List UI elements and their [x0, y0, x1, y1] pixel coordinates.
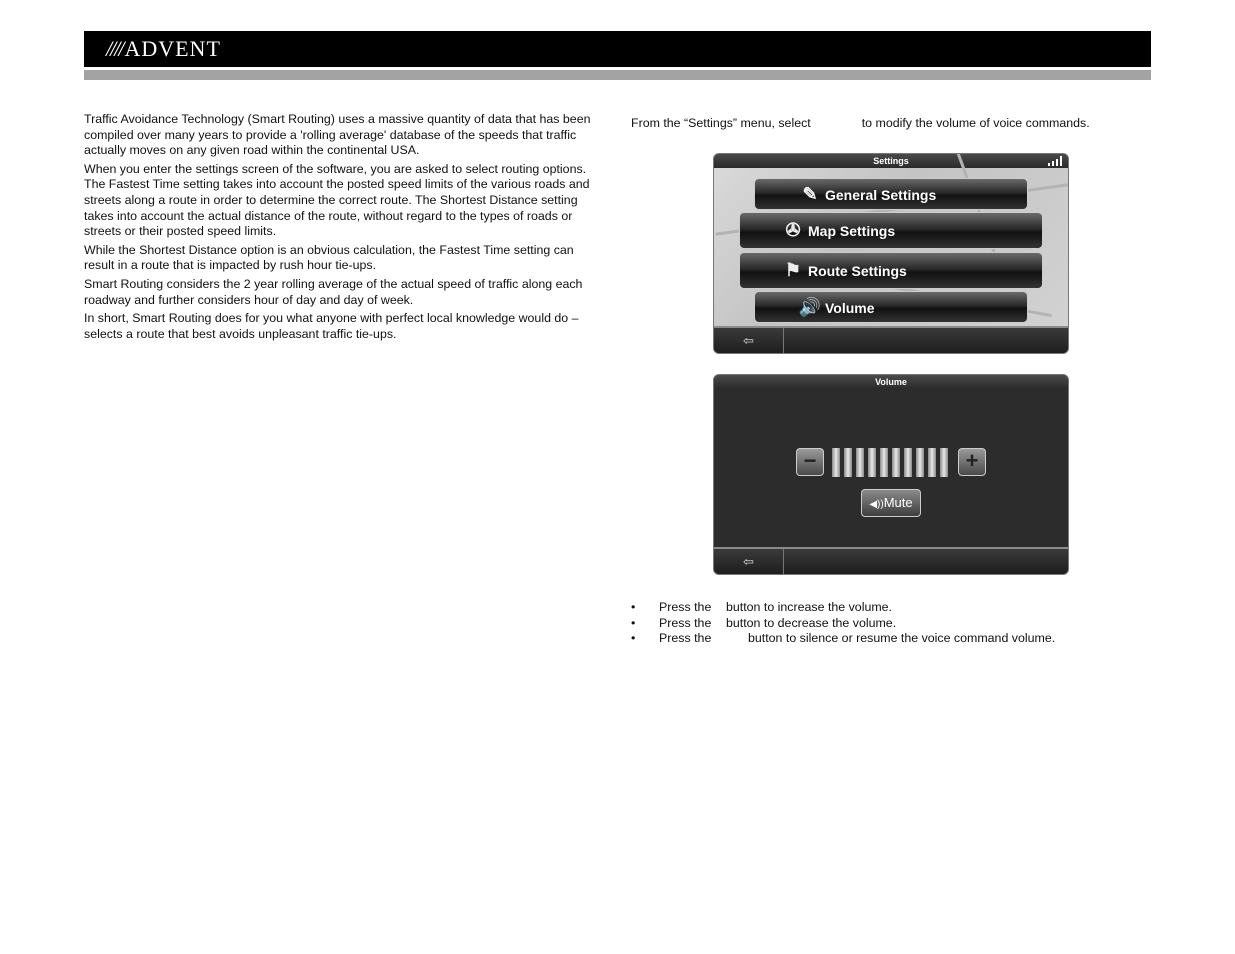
- volume-segment: [868, 448, 876, 477]
- minus-icon: −: [803, 448, 817, 473]
- paragraph: When you enter the settings screen of the software, you are asked to select routing options. The Fastest Time setting takes into account the posted speed limits of the various roads and streets along a route in order to determine the correct route. The Shortest Distance setting takes into account the actual distance of the route, without regard to the types of roads or streets or their posted speed limits.: [84, 161, 590, 239]
- settings-title: Settings: [714, 154, 1068, 169]
- volume-title: Volume: [714, 375, 1068, 390]
- volume-segment: [832, 448, 840, 477]
- volume-segment: [904, 448, 912, 477]
- settings-screen: [713, 153, 1069, 354]
- settings-bottom-bar: [714, 326, 1068, 353]
- advent-logo: ////ADVENT: [106, 36, 221, 61]
- volume-down-button[interactable]: [796, 448, 824, 476]
- volume-segment: [880, 448, 888, 477]
- back-arrow-icon: ⇦: [743, 333, 754, 348]
- wrench-icon: ✎: [802, 184, 818, 204]
- back-arrow-icon: ⇦: [743, 554, 754, 569]
- back-button[interactable]: [714, 549, 784, 574]
- volume-segment: [928, 448, 936, 477]
- paragraph: While the Shortest Distance option is an obvious calculation, the Fastest Time setting can result in a route that is impacted by rush hour tie-ups.: [84, 242, 574, 273]
- volume-segment: [892, 448, 900, 477]
- volume-segment: [940, 448, 948, 477]
- route-settings-button[interactable]: ⚑ Route Settings: [739, 252, 1043, 289]
- volume-segment: [856, 448, 864, 477]
- paragraph: Traffic Avoidance Technology (Smart Routing) uses a massive quantity of data that has been compiled over many years to provide a 'rolling average' database of the speeds that traffic actually moves on any given road within the continental USA.: [84, 112, 591, 158]
- header-bar: [84, 31, 1151, 67]
- smart-routing-text: [84, 112, 600, 345]
- general-settings-button[interactable]: ✎ General Settings: [754, 178, 1028, 210]
- mute-button[interactable]: ◀))Mute: [861, 489, 921, 517]
- speaker-icon: 🔊: [798, 297, 822, 317]
- map-settings-icon: ✇: [785, 220, 801, 240]
- header-underline: [84, 70, 1151, 80]
- plus-icon: +: [965, 448, 979, 473]
- volume-screen: [713, 374, 1069, 575]
- back-button[interactable]: [714, 328, 784, 353]
- volume-button[interactable]: 🔊 Volume: [754, 291, 1028, 323]
- volume-segment: [916, 448, 924, 477]
- volume-bottom-bar: [714, 547, 1068, 574]
- paragraph: Smart Routing considers the 2 year rolling average of the actual speed of traffic along each roadway and further considers hour of day and day of week.: [84, 276, 583, 307]
- signal-icon: [1048, 156, 1064, 166]
- paragraph: In short, Smart Routing does for you what anyone with perfect local knowledge would do – selects a route that best avoids unpleasant traffic tie-ups.: [84, 311, 579, 341]
- route-settings-icon: ⚑: [784, 260, 802, 280]
- map-settings-button[interactable]: ✇ Map Settings: [739, 212, 1043, 249]
- volume-segment: [844, 448, 852, 477]
- volume-intro: From the “Settings” menu, select to modify the volume of voice commands.: [631, 116, 1090, 130]
- mute-speaker-icon: ◀)): [869, 499, 884, 510]
- volume-body: [714, 389, 1068, 548]
- volume-up-button[interactable]: [958, 448, 986, 476]
